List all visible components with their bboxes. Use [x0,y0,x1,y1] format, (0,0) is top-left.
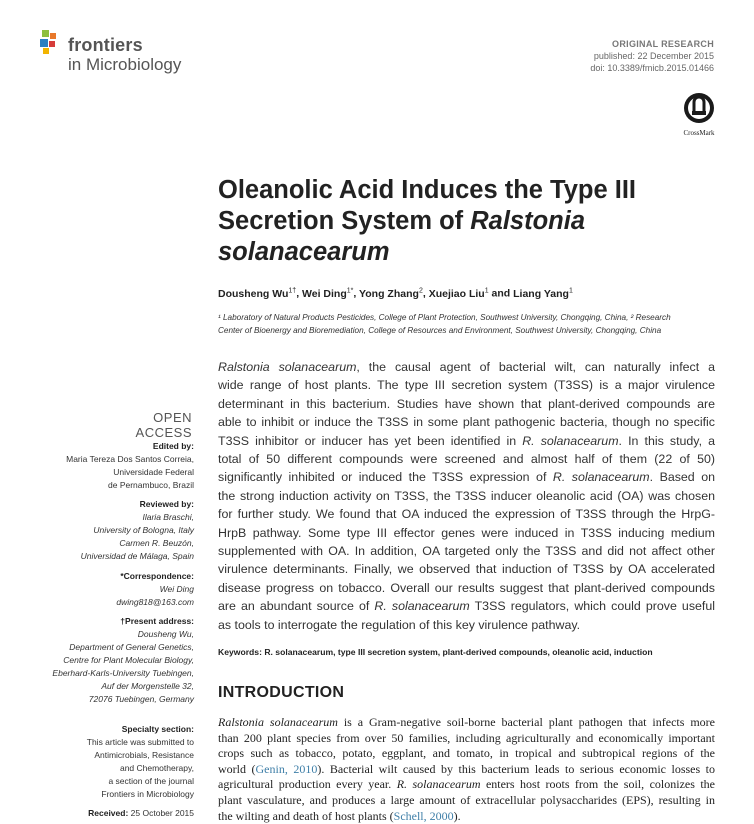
frontiers-logo-icon [40,30,64,56]
keywords: Keywords: R. solanacearum, type III secretion system, plant-derived compounds, oleanolic acid, induction [218,647,653,657]
intro-line: than 200 plant species from over 50 families, including agriculturally and economically important [218,730,715,745]
abstract-line: virulence determinants. Finally, we observed that induction of T3SS by OA accelerated [218,562,715,577]
published-date: published: 22 December 2015 [593,51,714,61]
doi-link[interactable]: doi: 10.3389/fmicb.2015.01466 [590,63,714,73]
author-name[interactable]: Wei Ding$^{1*}$ [302,287,354,300]
author-name[interactable]: Liang Yang$^1$ [513,287,573,300]
keywords-text: R. solanacearum, type III secretion system, plant-derived compounds, oleanolic acid, induction [264,647,653,657]
abstract-line: for further study. We found that OA induced the expression of T3SS through the HrpG- [218,507,715,522]
abstract-line: able to inhibit or induce the T3SS in some plant pathogenic bacteria, though no specific [218,415,715,430]
abstract-line: Ralstonia solanacearum, the causal agent of bacterial wilt, can naturally infect a [218,360,715,374]
abstract [218,358,715,634]
abstract-line: determinant in this bacterium. Studies have shown that plant-derived compounds are [218,396,715,411]
crossmark-icon [683,92,715,124]
affiliations: ¹ Laboratory of Natural Products Pesticides, College of Plant Protection, Southwest University, Chongqing, China, ² Research Center of Bioenergy and Bioremediation, College of Resources and Environment, Southwest University, Chongqing, China [218,313,671,335]
abstract-line: total of 50 different compounds were screened and almost half of them (22 of 50) [218,452,715,467]
article-type: ORIGINAL RESEARCH [612,39,714,49]
abstract-line: significantly inhibited or induced the T3SS expression of R. solanacearum. Based on [218,470,715,485]
present-address: †Present address: Dousheng Wu, Department of General Genetics, Centre for Plant Molecular Biology, Eberhard-Karls-University Tuebingen, Auf der Morgenstelle 32, 72076 Tuebingen, Germany [52,616,194,704]
intro-line: world (Genin, 2010). Bacterial wilt caused by this bacterium leads to serious economic losses to [218,761,715,776]
article-title: Oleanolic Acid Induces the Type III Secretion System of Ralstonia solanacearum [218,176,637,266]
journal-brand: frontiers [68,35,143,55]
abstract-line: as tools to interrogate the regulation of this key virulence pathway. [218,617,581,632]
intro-line: Ralstonia solanacearum is a Gram-negative soil-borne bacterial plant pathogen that infects more [218,715,715,729]
intro-line: the wilting and death of host plants (Schell, 2000). [218,808,461,823]
author-name[interactable]: Xuejiao Liu$^1$ [428,287,489,300]
received-date: Received: 25 October 2015 [88,808,194,818]
journal-name: in Microbiology [68,55,182,74]
edited-by: Edited by: Maria Tereza Dos Santos Correia, Universidade Federal de Pernambuco, Brazil [66,441,194,490]
abstract-line: the strong induction activity on T3SS, the T3SS inducer oleanolic acid (OA) was chosen [218,488,715,503]
intro-line: crops such as tobacco, potato, eggplant, and tomato, in tropical and subtropical regions of the [218,746,715,761]
author-name[interactable]: Dousheng $Wu^{1\dagger}$ [218,287,297,300]
abstract-line: disease progress on tobacco. Overall our results suggest that plant-derived compounds [218,580,715,595]
abstract-line: are an abundant source of R. solanacearum T3SS regulators, which could prove useful [218,599,715,614]
author-list: Dousheng $Wu^{1\dagger}$, Wei Ding$^{1*}$, Yong Zhang$^2$, Xuejiao Liu$^1$ and Liang Yang$^1$ [218,287,573,300]
open-access-label: OPEN ACCESS [135,410,192,440]
section-heading-introduction: INTRODUCTION [218,684,345,701]
journal-logo[interactable] [40,30,210,78]
abstract-line: supplemented with OA. In addition, OA targeted only the T3SS and did not affect other [218,544,715,559]
intro-line: plant vasculature, and produces a large amount of extracellular polysaccharides (EPS), resulting in [218,792,715,807]
introduction-text [218,715,715,824]
crossmark-badge[interactable] [681,92,717,137]
author-name[interactable]: Yong Zhang$^2$ [359,287,423,300]
intro-line: agricultural production every year. R. solanacearum enters host roots from the soil, colonizes the [218,777,716,792]
abstract-line: HrpB pathway. Some type III effector genes were induced in T3SS inducing medium [218,525,715,540]
abstract-line: wide range of host plants. The type III secretion system (T3SS) is a major virulence [218,378,715,393]
correspondence: *Correspondence: Wei Ding dwing818@163.com [116,571,194,607]
specialty-section: Specialty section: This article was submitted to Antimicrobials, Resistance and Chemotherapy, a section of the journal Frontiers in Microbiology [86,724,194,799]
abstract-line: T3SS inhibitor or inducer has yet been identified in R. solanacearum. In this study, a [218,433,715,448]
reviewed-by: Reviewed by: Ilaria Braschi, University of Bologna, Italy Carmen R. Beuzón, Universidad de Málaga, Spain [80,499,194,561]
article-meta [590,38,714,74]
crossmark-label: CrossMark [683,129,715,137]
